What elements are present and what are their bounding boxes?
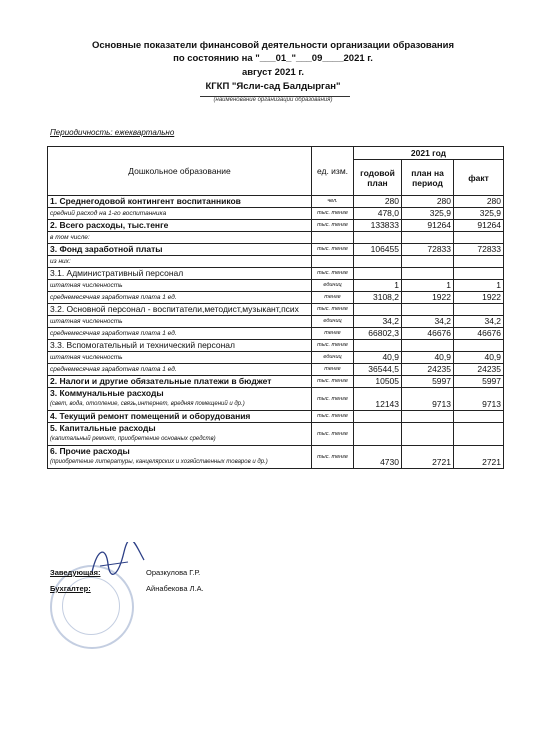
annual-plan-value: 40,9 <box>354 352 402 364</box>
col-header-annual: годовой план <box>354 160 402 196</box>
period-plan-value: 46676 <box>402 328 454 340</box>
row-label <box>48 208 312 220</box>
period-plan-value: 325,9 <box>402 208 454 220</box>
report-title: Основные показатели финансовой деятельности организации образования <box>91 40 455 51</box>
accountant-name: Айнабекова Л.А. <box>146 584 204 593</box>
row-label-text: 3.1. Административный персонал <box>50 268 184 278</box>
row-label <box>48 388 312 411</box>
row-label-text: из них: <box>50 258 71 265</box>
accountant-label: Бухгалтер: <box>50 584 91 593</box>
row-sublabel: (капитальный ремонт, приобретение основных средств) <box>50 436 216 442</box>
row-unit: чел. <box>312 196 354 208</box>
row-unit: тенге <box>312 364 354 376</box>
period-plan-value <box>402 304 454 316</box>
annual-plan-value <box>354 304 402 316</box>
table-row <box>48 244 504 256</box>
row-unit: тыс. тенге <box>312 411 354 423</box>
row-label-text: среднемесячная заработная плата 1 ед. <box>50 366 177 373</box>
row-label-text: 1. Среднегодовой контингент воспитанников <box>50 196 241 206</box>
annual-plan-value <box>354 232 402 244</box>
period-plan-value <box>402 256 454 268</box>
fact-value: 280 <box>454 196 504 208</box>
row-label-text: 5. Капитальные расходы <box>50 423 156 433</box>
row-unit: единиц <box>312 280 354 292</box>
period-plan-value: 1922 <box>402 292 454 304</box>
row-label-text: 3. Фонд заработной платы <box>50 244 163 254</box>
period-plan-value: 91264 <box>402 220 454 232</box>
fact-value <box>454 411 504 423</box>
fact-value <box>454 423 504 446</box>
table-row <box>48 304 504 316</box>
row-unit: тыс. тенге <box>312 268 354 280</box>
row-label-text: штатная численность <box>50 318 123 325</box>
annual-plan-value: 133833 <box>354 220 402 232</box>
period-plan-value: 280 <box>402 196 454 208</box>
head-label: Заведующая: <box>50 568 101 577</box>
col-header-fact: факт <box>454 160 504 196</box>
annual-plan-value: 280 <box>354 196 402 208</box>
organization-name: КГКП "Ясли-сад Балдырган" <box>205 81 341 92</box>
head-signature <box>50 568 100 577</box>
fact-value <box>454 256 504 268</box>
row-unit <box>312 232 354 244</box>
annual-plan-value: 36544,5 <box>354 364 402 376</box>
period-plan-value: 9713 <box>402 388 454 411</box>
row-label <box>48 352 312 364</box>
row-label <box>48 280 312 292</box>
table-row <box>48 280 504 292</box>
annual-plan-value: 12143 <box>354 388 402 411</box>
row-unit: тенге <box>312 328 354 340</box>
periodicity: Периодичность: ежеквартально <box>50 128 175 137</box>
period-plan-value: 24235 <box>402 364 454 376</box>
period-plan-value <box>402 411 454 423</box>
row-unit: тыс. тенге <box>312 244 354 256</box>
table-row <box>48 388 504 411</box>
row-unit: тыс. тенге <box>312 208 354 220</box>
table-row <box>48 220 504 232</box>
annual-plan-value: 3108,2 <box>354 292 402 304</box>
period-plan-value: 34,2 <box>402 316 454 328</box>
annual-plan-value <box>354 340 402 352</box>
row-label-text: среднемесячная заработная плата 1 ед. <box>50 330 177 337</box>
row-unit: тыс. тенге <box>312 220 354 232</box>
annual-plan-value: 66802,3 <box>354 328 402 340</box>
table-row <box>48 423 504 446</box>
table-row <box>48 196 504 208</box>
annual-plan-value <box>354 256 402 268</box>
row-label-text: 3. Коммунальные расходы <box>50 388 164 398</box>
row-unit: тыс. тенге <box>312 376 354 388</box>
annual-plan-value: 10505 <box>354 376 402 388</box>
fact-value <box>454 268 504 280</box>
fact-value: 5997 <box>454 376 504 388</box>
period-plan-value <box>402 340 454 352</box>
fact-value: 9713 <box>454 388 504 411</box>
annual-plan-value <box>354 411 402 423</box>
head-name: Оразкулова Г.Р. <box>146 568 201 577</box>
row-label <box>48 423 312 446</box>
period-plan-value <box>402 232 454 244</box>
row-label <box>48 292 312 304</box>
annual-plan-value: 4730 <box>354 446 402 469</box>
table-row <box>48 208 504 220</box>
period-plan-value: 1 <box>402 280 454 292</box>
table-row <box>48 328 504 340</box>
table-row <box>48 446 504 469</box>
row-label <box>48 256 312 268</box>
row-unit: единиц <box>312 316 354 328</box>
row-label <box>48 268 312 280</box>
row-unit: тенге <box>312 292 354 304</box>
row-label-text: 3.3. Вспомогательный и технический персонал <box>50 340 235 350</box>
financial-table <box>47 146 504 469</box>
fact-value: 325,9 <box>454 208 504 220</box>
row-unit: тыс. тенге <box>312 446 354 469</box>
period-plan-value: 2721 <box>402 446 454 469</box>
row-unit: тыс. тенге <box>312 423 354 446</box>
fact-value: 46676 <box>454 328 504 340</box>
organization-caption: (наименование организации образования) <box>213 97 333 103</box>
row-label-text: 4. Текущий ремонт помещений и оборудования <box>50 411 251 421</box>
row-label <box>48 196 312 208</box>
report-date: по состоянию на "___01_"___09____2021 г. <box>173 53 373 64</box>
table-row <box>48 352 504 364</box>
table-row <box>48 232 504 244</box>
row-label-text: 2. Налоги и другие обязательные платежи в бюджет <box>50 376 272 386</box>
row-unit <box>312 256 354 268</box>
table-body <box>48 196 504 469</box>
row-label <box>48 340 312 352</box>
fact-value: 24235 <box>454 364 504 376</box>
annual-plan-value: 1 <box>354 280 402 292</box>
fact-value <box>454 340 504 352</box>
col-header-plan: план на период <box>402 160 454 196</box>
row-sublabel: (свет, вода, отопление, связь,интернет, вредняя помещений и др.) <box>50 401 245 407</box>
col-header-name: Дошкольное образование <box>48 147 312 196</box>
row-label <box>48 220 312 232</box>
row-label-text: 6. Прочие расходы <box>50 446 130 456</box>
row-label <box>48 446 312 469</box>
col-header-unit: ед. изм. <box>312 147 354 196</box>
fact-value: 2721 <box>454 446 504 469</box>
annual-plan-value <box>354 268 402 280</box>
row-label <box>48 244 312 256</box>
report-month: август 2021 г. <box>241 67 305 78</box>
row-label-text: 3.2. Основной персонал - воспитатели,методист,музыкант,псих <box>50 304 299 314</box>
fact-value: 34,2 <box>454 316 504 328</box>
row-label-text: средний расход на 1-го воспитанника <box>50 210 167 217</box>
row-label <box>48 411 312 423</box>
fact-value <box>454 304 504 316</box>
fact-value: 72833 <box>454 244 504 256</box>
row-unit: тыс. тенге <box>312 388 354 411</box>
row-label-text: в том числе: <box>50 234 90 241</box>
row-unit: единиц <box>312 352 354 364</box>
table-row <box>48 411 504 423</box>
row-label-text: штатная численность <box>50 282 123 289</box>
row-label <box>48 232 312 244</box>
row-label <box>48 364 312 376</box>
period-plan-value <box>402 423 454 446</box>
period-plan-value: 40,9 <box>402 352 454 364</box>
row-label-text: штатная численность <box>50 354 123 361</box>
col-header-year: 2021 год <box>354 147 504 160</box>
row-sublabel: (приобретение литературы, канцелярских и хозяйственных товаров и др.) <box>50 459 268 465</box>
table-row <box>48 268 504 280</box>
annual-plan-value: 106455 <box>354 244 402 256</box>
fact-value: 1922 <box>454 292 504 304</box>
period-plan-value <box>402 268 454 280</box>
fact-value: 1 <box>454 280 504 292</box>
fact-value <box>454 232 504 244</box>
row-label-text: 2. Всего расходы, тыс.тенге <box>50 220 169 230</box>
period-plan-value: 72833 <box>402 244 454 256</box>
annual-plan-value <box>354 423 402 446</box>
table-row <box>48 316 504 328</box>
table-row <box>48 364 504 376</box>
row-label <box>48 328 312 340</box>
fact-value: 91264 <box>454 220 504 232</box>
annual-plan-value: 34,2 <box>354 316 402 328</box>
row-label <box>48 316 312 328</box>
annual-plan-value: 478,0 <box>354 208 402 220</box>
row-label <box>48 304 312 316</box>
table-row <box>48 376 504 388</box>
table-row <box>48 256 504 268</box>
row-label-text: среднемесячная заработная плата 1 ед. <box>50 294 177 301</box>
row-unit: тыс. тенге <box>312 304 354 316</box>
accountant-signature <box>50 584 91 593</box>
table-row <box>48 340 504 352</box>
period-plan-value: 5997 <box>402 376 454 388</box>
row-unit: тыс. тенге <box>312 340 354 352</box>
fact-value: 40,9 <box>454 352 504 364</box>
row-label <box>48 376 312 388</box>
table-row <box>48 292 504 304</box>
